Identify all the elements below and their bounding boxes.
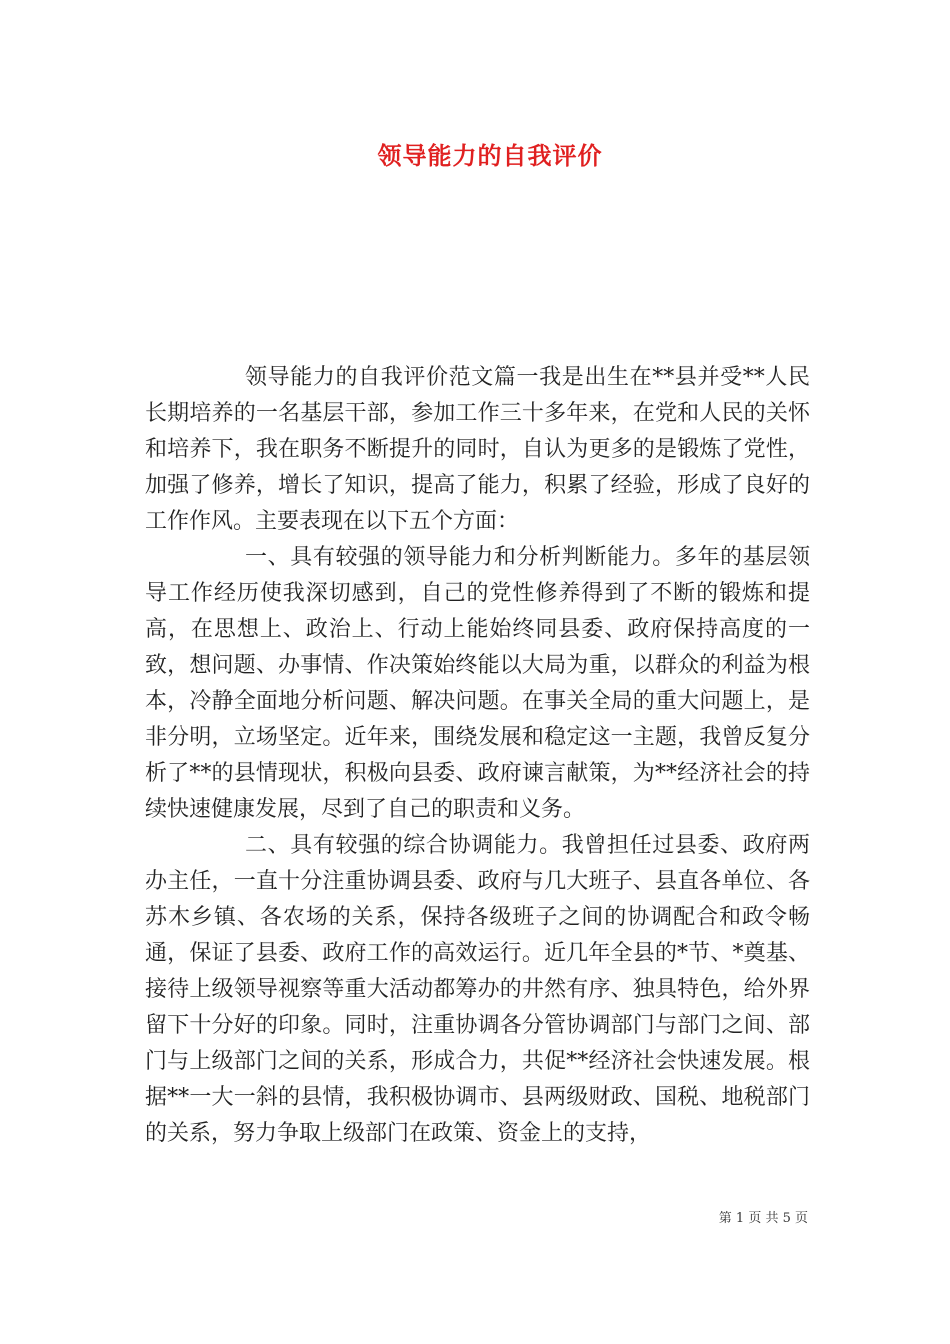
- paragraph-section-2: 二、具有较强的综合协调能力。我曾担任过县委、政府两办主任，一直十分注重协调县委、政府与几大班子、县直各单位、各苏木乡镇、各农场的关系，保持各级班子之间的协调配合和政令畅通，保证了县委、政府工作的高效运行。近几年全县的*节、*奠基、接待上级领导视察等重大活动都筹办的井然有序、独具特色，给外界留下十分好的印象。同时，注重协调各分管协调部门与部门之间、部门与上级部门之间的关系，形成合力，共促**经济社会快速发展。根据**一大一斜的县情，我积极协调市、县两级财政、国税、地税部门的关系，努力争取上级部门在政策、资金上的支持，: [145, 833, 810, 1146]
- paragraph-intro: 领导能力的自我评价范文篇一我是出生在**县并受**人民长期培养的一名基层干部，参加工作三十多年来，在党和人民的关怀和培养下，我在职务不断提升的同时，自认为更多的是锻炼了党性，加强了修养，增长了知识，提高了能力，积累了经验，形成了良好的工作作风。主要表现在以下五个方面：: [145, 365, 810, 534]
- document-body: [145, 360, 810, 1152]
- page-footer: 第 1 页 共 5 页: [718, 1211, 808, 1226]
- paragraph-section-1: 一、具有较强的领导能力和分析判断能力。多年的基层领导工作经历使我深切感到，自己的党性修养得到了不断的锻炼和提高，在思想上、政治上、行动上能始终同县委、政府保持高度的一致，想问题、办事情、作决策始终能以大局为重，以群众的利益为根本，冷静全面地分析问题、解决问题。在事关全局的重大问题上，是非分明，立场坚定。近年来，围绕发展和稳定这一主题，我曾反复分析了**的县情现状，积极向县委、政府谏言献策，为**经济社会的持续快速健康发展，尽到了自己的职责和义务。: [145, 545, 810, 822]
- page-title: 领导能力的自我评价: [377, 141, 603, 170]
